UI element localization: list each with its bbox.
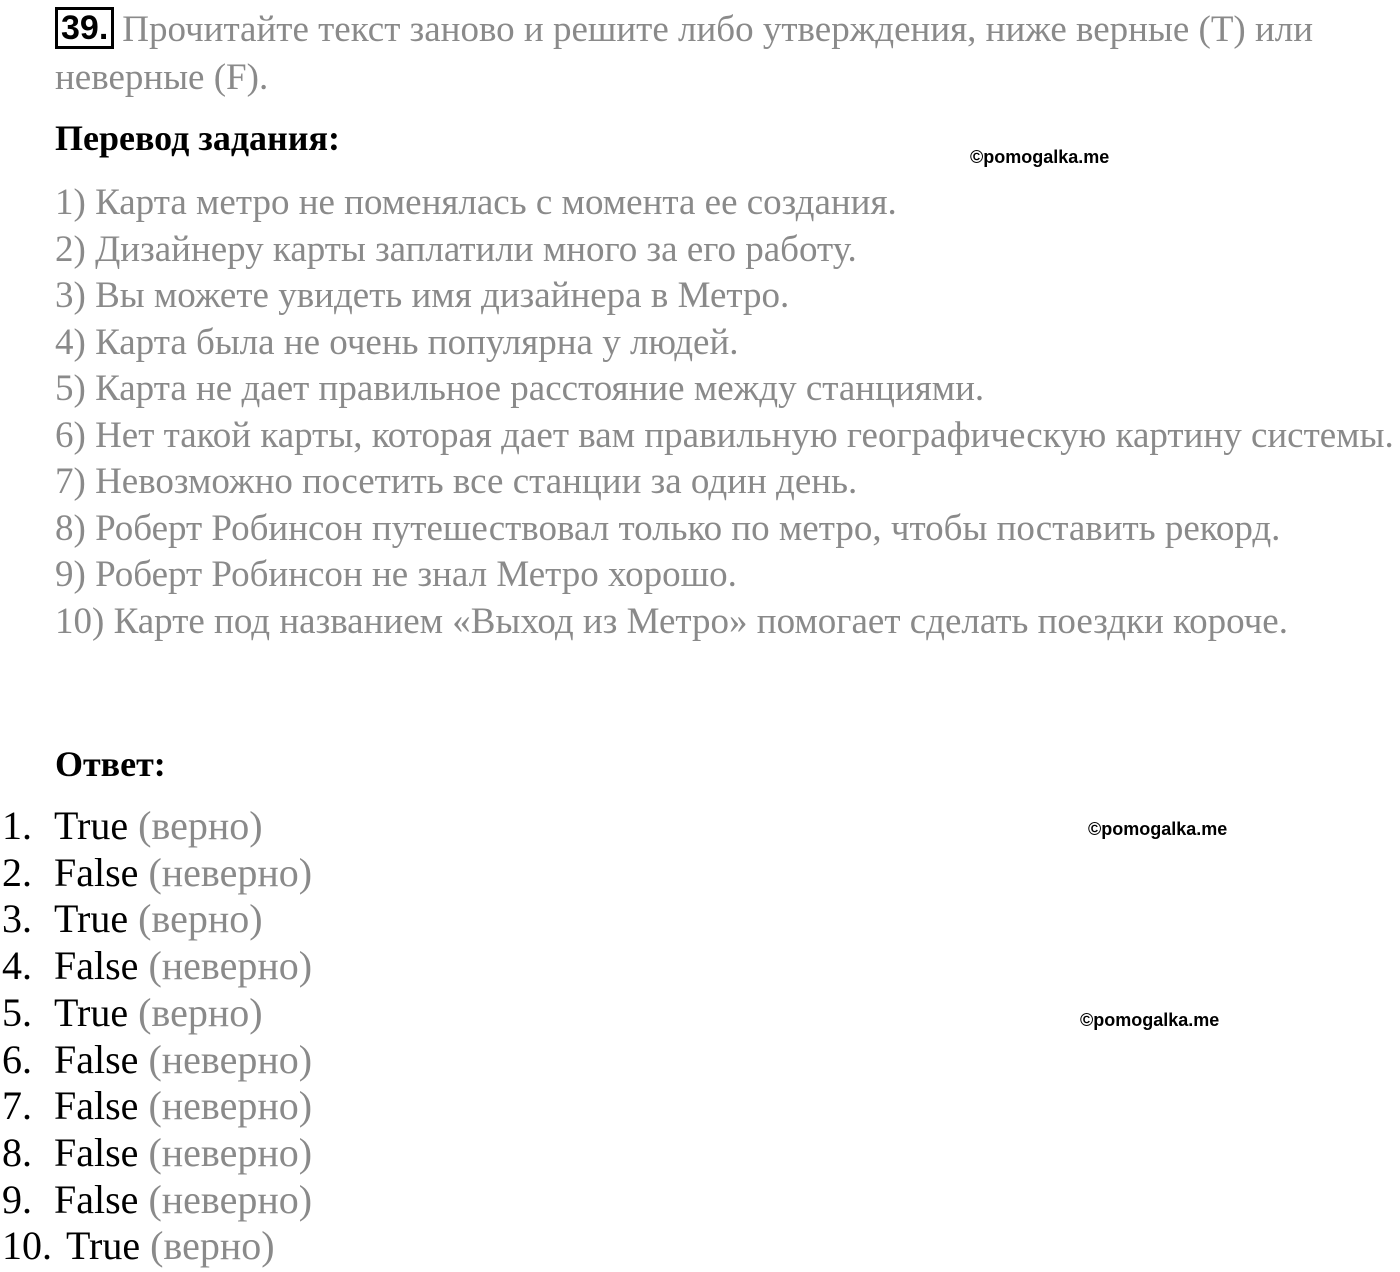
answer-item bbox=[2, 1037, 312, 1084]
translation-title: Перевод задания: bbox=[55, 118, 340, 158]
statement-item: 7) Невозможно посетить все станции за один день. bbox=[55, 461, 858, 502]
answer-value: True bbox=[54, 989, 129, 1035]
answer-list bbox=[2, 803, 312, 1270]
answer-note: (верно) bbox=[138, 803, 263, 848]
answer-number: 2. bbox=[2, 849, 32, 895]
statement-item: 4) Карта была не очень популярна у людей. bbox=[55, 321, 739, 363]
statement-item: 2) Дизайнеру карты заплатили много за его работу. bbox=[55, 228, 857, 270]
task-header bbox=[55, 6, 1390, 102]
answer-item bbox=[2, 943, 312, 990]
statement-item: 1) Карта метро не поменялась с момента ее создания. bbox=[55, 182, 897, 223]
answer-item bbox=[2, 803, 312, 850]
answer-item bbox=[2, 850, 312, 897]
task-instruction: Прочитайте текст заново и решите либо утверждения, ниже верные (T) или неверные (F). bbox=[55, 9, 1314, 98]
answer-note: (верно) bbox=[138, 896, 263, 942]
answer-value: True bbox=[66, 1223, 141, 1269]
answer-note: (неверно) bbox=[148, 1129, 313, 1175]
statement-item: 9) Роберт Робинсон не знал Метро хорошо. bbox=[55, 554, 737, 595]
answer-title: Ответ: bbox=[55, 744, 166, 784]
statement-item: 6) Нет такой карты, которая дает вам правильную географическую картину системы. bbox=[55, 414, 1394, 456]
answer-number: 5. bbox=[2, 989, 32, 1035]
answer-value: True bbox=[54, 896, 129, 942]
answer-item bbox=[2, 896, 312, 943]
answer-item bbox=[2, 990, 312, 1037]
watermark: ©pomogalka.me bbox=[1088, 819, 1228, 839]
answer-value: False bbox=[54, 1176, 139, 1222]
answer-note: (неверно) bbox=[148, 1036, 313, 1082]
answer-note: (неверно) bbox=[148, 943, 313, 989]
answer-item bbox=[2, 1130, 312, 1177]
answer-number: 1. bbox=[2, 803, 32, 848]
answer-number: 7. bbox=[2, 1083, 32, 1129]
answer-value: False bbox=[54, 1083, 139, 1129]
answer-note: (неверно) bbox=[148, 849, 313, 895]
watermark: ©pomogalka.me bbox=[1080, 1010, 1220, 1030]
answer-number: 4. bbox=[2, 943, 32, 989]
watermark: ©pomogalka.me bbox=[970, 147, 1110, 167]
answer-value: False bbox=[54, 943, 139, 989]
answer-item bbox=[2, 1177, 312, 1224]
statement-item: 3) Вы можете увидеть имя дизайнера в Метро. bbox=[55, 275, 790, 316]
answer-item bbox=[2, 1223, 312, 1270]
answer-value: True bbox=[54, 803, 129, 848]
answer-note: (неверно) bbox=[148, 1083, 313, 1129]
answer-number: 10. bbox=[2, 1223, 52, 1269]
statement-item: 5) Карта не дает правильное расстояние между станциями. bbox=[55, 368, 985, 409]
statement-item: 10) Карте под названием «Выход из Метро» помогает сделать поездки короче. bbox=[55, 600, 1288, 642]
answer-note: (верно) bbox=[150, 1223, 275, 1269]
answer-number: 6. bbox=[2, 1036, 32, 1082]
answer-note: (неверно) bbox=[148, 1176, 313, 1222]
answer-number: 3. bbox=[2, 896, 32, 942]
answer-value: False bbox=[54, 1036, 139, 1082]
statement-item: 8) Роберт Робинсон путешествовал только по метро, чтобы поставить рекорд. bbox=[55, 507, 1281, 549]
answer-item bbox=[2, 1083, 312, 1130]
answer-number: 8. bbox=[2, 1129, 32, 1175]
answer-note: (верно) bbox=[138, 989, 263, 1035]
statement-list bbox=[55, 180, 1400, 645]
task-number: 39. bbox=[55, 7, 114, 49]
answer-value: False bbox=[54, 849, 139, 895]
answer-number: 9. bbox=[2, 1176, 32, 1222]
answer-value: False bbox=[54, 1129, 139, 1175]
